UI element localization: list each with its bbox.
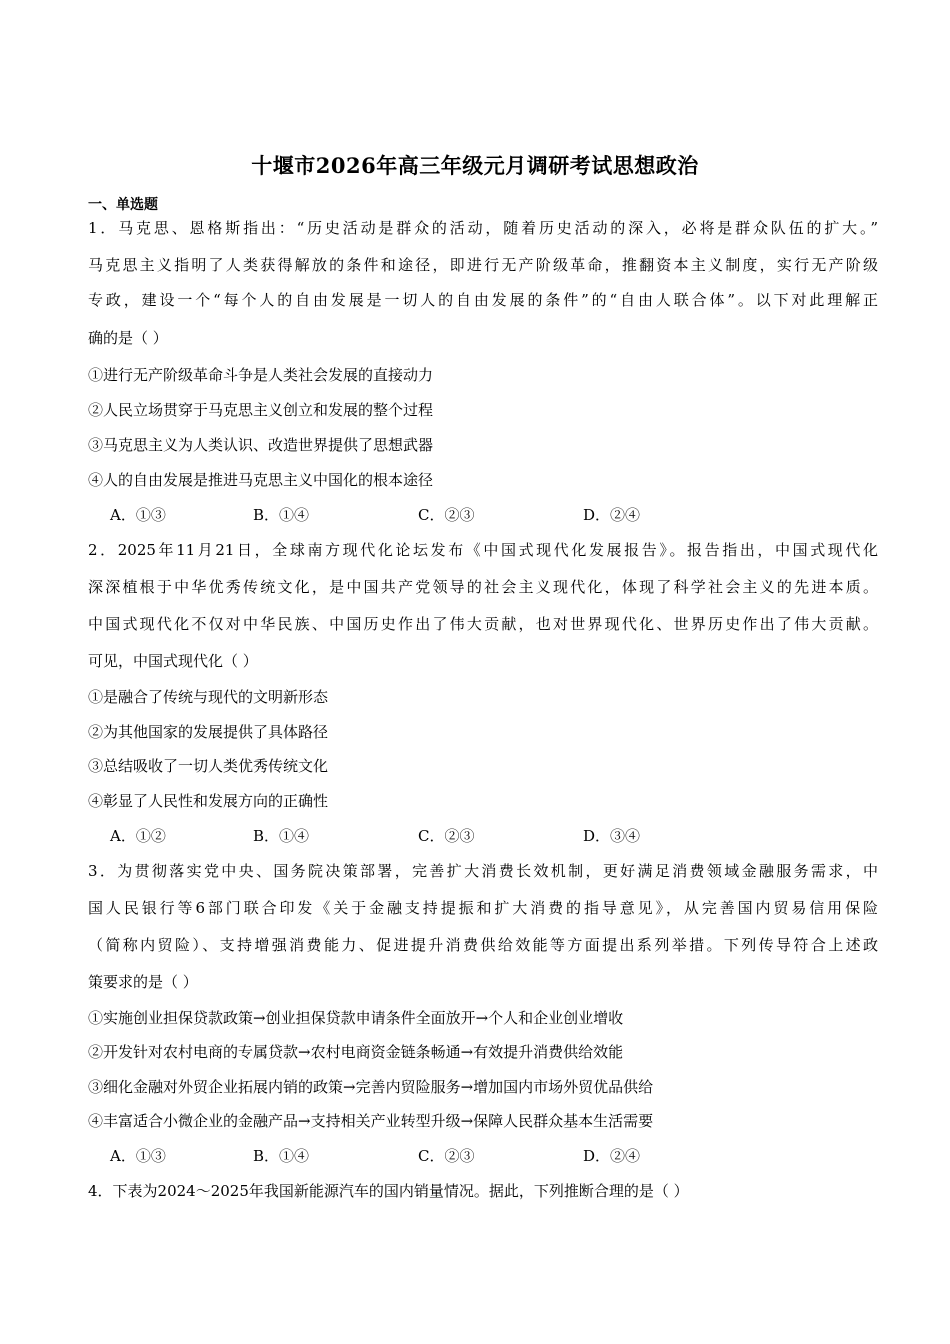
q2-options (0, 826, 950, 846)
q2-stem-line: 可见，中国式现代化（ ） (88, 652, 258, 670)
section-heading: 一、单选题 (88, 197, 158, 213)
q3-statement: ②开发针对农村电商的专属贷款→农村电商资金链条畅通→有效提升消费供给效能 (88, 1043, 624, 1061)
q3-stem-line: 3．为贯彻落实党中央、国务院决策部署，完善扩大消费长效机制，更好满足消费领域金融服务需求，中 (88, 862, 878, 880)
q3-statement: ①实施创业担保贷款政策→创业担保贷款申请条件全面放开→个人和企业创业增收 (88, 1009, 624, 1027)
q3-option-b[interactable]: B．①④ (253, 1147, 310, 1165)
q3-option-c[interactable]: C．②③ (418, 1147, 475, 1165)
q2-option-d[interactable]: D．③④ (583, 827, 641, 845)
q2-stem-line: 深深植根于中华优秀传统文化，是中国共产党领导的社会主义现代化，体现了科学社会主义的先进本质。 (88, 578, 878, 596)
q3-options (0, 1146, 950, 1166)
q4-stem-line: 4．下表为2024～2025年我国新能源汽车的国内销量情况。据此，下列推断合理的是（ ） (88, 1182, 689, 1200)
q2-statement: ③总结吸收了一切人类优秀传统文化 (88, 757, 329, 775)
q1-statement: ①进行无产阶级革命斗争是人类社会发展的直接动力 (88, 366, 434, 384)
q3-option-a[interactable]: A．①③ (110, 1147, 166, 1165)
q2-statement: ①是融合了传统与现代的文明新形态 (88, 688, 329, 706)
q1-option-d[interactable]: D．②④ (583, 506, 641, 524)
q3-stem-line: 策要求的是（ ） (88, 973, 198, 991)
q1-statement: ④人的自由发展是推进马克思主义中国化的根本途径 (88, 471, 434, 489)
q1-option-b[interactable]: B．①④ (253, 506, 310, 524)
q2-option-c[interactable]: C．②③ (418, 827, 475, 845)
q1-option-c[interactable]: C．②③ (418, 506, 475, 524)
q2-statement: ②为其他国家的发展提供了具体路径 (88, 723, 329, 741)
q1-stem-line: 1．马克思、恩格斯指出：“历史活动是群众的活动，随着历史活动的深入，必将是群众队伍的扩大。” (88, 219, 878, 237)
q3-statement: ③细化金融对外贸企业拓展内销的政策→完善内贸险服务→增加国内市场外贸优品供给 (88, 1078, 654, 1096)
q1-stem-line: 确的是（ ） (88, 329, 168, 347)
q2-stem-line: 中国式现代化不仅对中华民族、中国历史作出了伟大贡献，也对世界现代化、世界历史作出了伟大贡献。 (88, 615, 878, 633)
q1-statement: ③马克思主义为人类认识、改造世界提供了思想武器 (88, 436, 434, 454)
q1-option-a[interactable]: A．①③ (110, 506, 166, 524)
q3-option-d[interactable]: D．②④ (583, 1147, 641, 1165)
q3-statement: ④丰富适合小微企业的金融产品→支持相关产业转型升级→保障人民群众基本生活需要 (88, 1112, 654, 1130)
q2-statement: ④彰显了人民性和发展方向的正确性 (88, 792, 329, 810)
page-title: 十堰市2026年高三年级元月调研考试思想政治 (251, 153, 699, 178)
q3-stem-line: （简称内贸险）、支持增强消费能力、促进提升消费供给效能等方面提出系列举措。下列传导符合上述政 (88, 936, 878, 954)
q2-option-a[interactable]: A．①② (110, 827, 166, 845)
q1-stem-line: 马克思主义指明了人类获得解放的条件和途径，即进行无产阶级革命，推翻资本主义制度，实行无产阶级 (88, 256, 878, 274)
q3-stem-line: 国人民银行等6部门联合印发《关于金融支持提振和扩大消费的指导意见》，从完善国内贸易信用保险 (88, 899, 878, 917)
q1-options (0, 505, 950, 525)
q1-statement: ②人民立场贯穿于马克思主义创立和发展的整个过程 (88, 401, 434, 419)
q1-stem-line: 专政，建设一个“每个人的自由发展是一切人的自由发展的条件”的“自由人联合体”。以下对此理解正 (88, 291, 878, 309)
q2-option-b[interactable]: B．①④ (253, 827, 310, 845)
q2-stem-line: 2．2025年11月21日，全球南方现代化论坛发布《中国式现代化发展报告》。报告指出，中国式现代化 (88, 541, 878, 559)
